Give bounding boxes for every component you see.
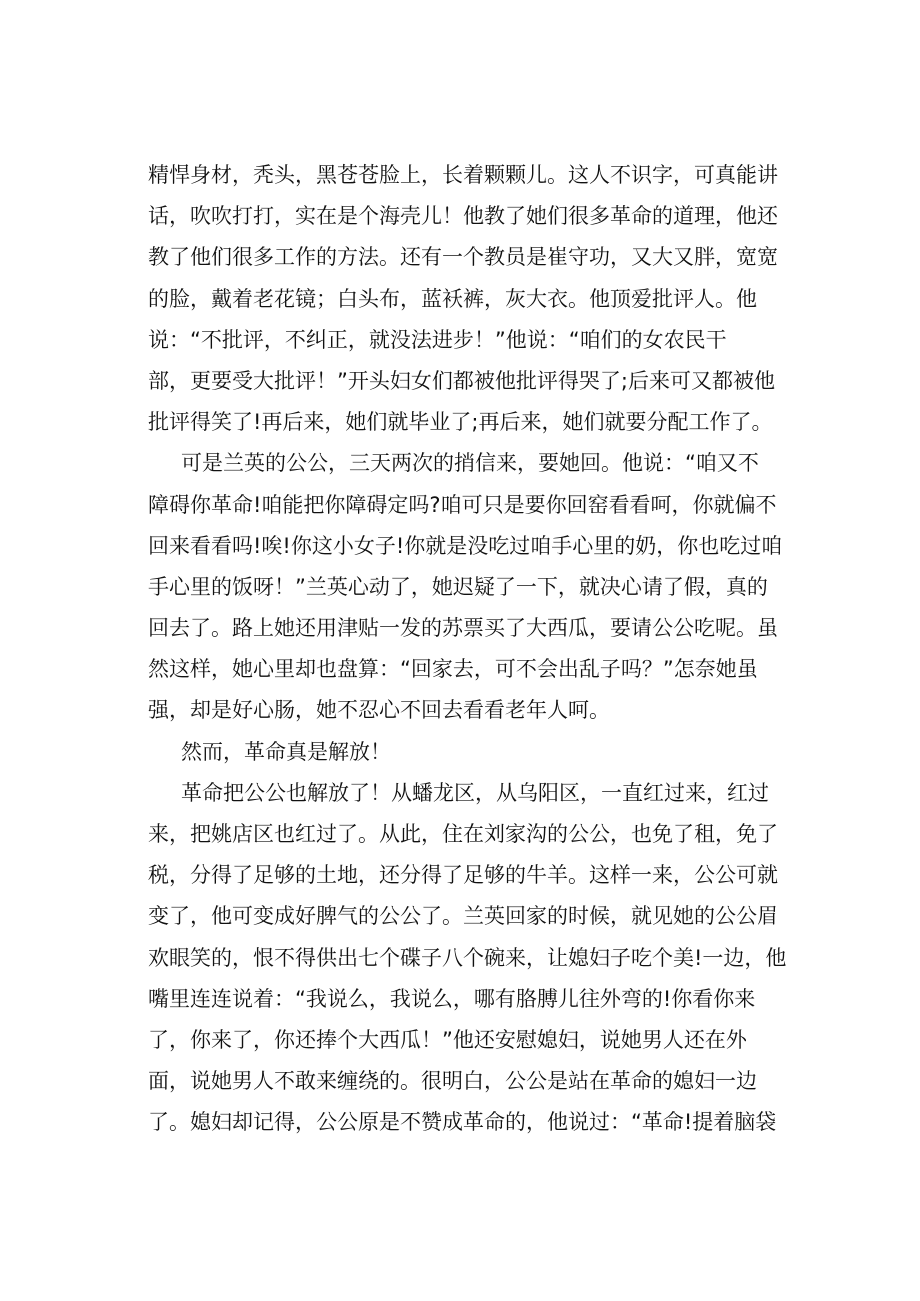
text-line: 回来看看吗!唉!你这小女子!你就是没吃过咱手心里的奶，你也吃过咱 bbox=[148, 533, 783, 558]
body-text bbox=[148, 155, 787, 1144]
text-line: 精悍身材，秃头，黑苍苍脸上，长着颗颗儿。这人不识字，可真能讲 bbox=[148, 163, 778, 187]
text-line: 强，却是好心肠，她不忍心不回去看看老年人呵。 bbox=[148, 698, 610, 723]
text-line: 税，分得了足够的土地，还分得了足够的牛羊。这样一来，公公可就 bbox=[148, 863, 778, 888]
text-line: 回去了。路上她还用津贴一发的苏票买了大西瓜，要请公公吃呢。虽 bbox=[148, 616, 778, 641]
text-line: 部，更要受大批评！”开头妇女们都被他批评得哭了;后来可又都被他 bbox=[148, 368, 775, 393]
text-line: 了。媳妇却记得，公公原是不赞成革命的，他说过：“革命!提着脑袋 bbox=[148, 1110, 777, 1135]
text-line: 说：“不批评，不纠正，就没法进步！”他说：“咱们的女农民干 bbox=[148, 327, 727, 352]
text-line: 话，吹吹打打，实在是个海壳儿！他教了她们很多革命的道理，他还 bbox=[148, 204, 778, 229]
text-line: 欢眼笑的，恨不得供出七个碟子八个碗来，让媳妇子吃个美!一边，他 bbox=[148, 945, 787, 970]
text-line: 了，你来了，你还捧个大西瓜！”他还安慰媳妇，说她男人还在外 bbox=[148, 1027, 747, 1052]
text-line: 障碍你革命!咱能把你障碍定吗?咱可只是要你回窑看看呵，你就偏不 bbox=[148, 492, 777, 517]
text-line: 然而，革命真是解放！ bbox=[181, 739, 391, 764]
text-line: 可是兰英的公公，三天两次的捎信来，要她回。他说：“咱又不 bbox=[181, 451, 759, 476]
text-line: 变了，他可变成好脾气的公公了。兰英回家的时候，就见她的公公眉 bbox=[148, 904, 778, 929]
text-line: 批评得笑了!再后来，她们就毕业了;再后来，她们就要分配工作了。 bbox=[148, 410, 773, 435]
text-line: 嘴里连连说着：“我说么，我说么，哪有胳膊儿往外弯的!你看你来 bbox=[148, 986, 756, 1011]
text-line: 革命把公公也解放了！从蟠龙区，从乌阳区，一直红过来，红过 bbox=[181, 780, 769, 805]
text-line: 教了他们很多工作的方法。还有一个教员是崔守功，又大又胖，宽宽 bbox=[148, 245, 778, 270]
text-line: 然这样，她心里却也盘算：“回家去，可不会出乱子吗？”怎奈她虽 bbox=[148, 657, 758, 682]
text-line: 手心里的饭呀！”兰英心动了，她迟疑了一下，就决心请了假，真的 bbox=[148, 574, 768, 599]
text-line: 来，把姚店区也红过了。从此，住在刘家沟的公公，也免了租，免了 bbox=[148, 822, 778, 846]
text-line: 的脸，戴着老花镜；白头布，蓝袄裤，灰大衣。他顶爱批评人。他 bbox=[148, 286, 757, 311]
text-line: 面，说她男人不敢来缠绕的。很明白，公公是站在革命的媳妇一边 bbox=[148, 1069, 757, 1094]
